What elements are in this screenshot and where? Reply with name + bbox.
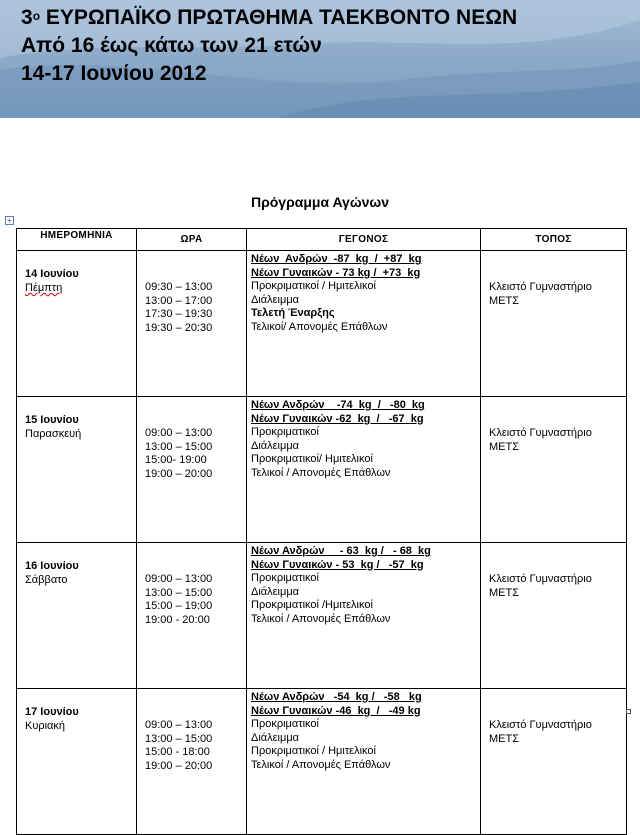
weekday-text: Σάββατο — [25, 574, 68, 586]
event-item-opening-ceremony: Τελετή Έναρξης — [251, 307, 335, 320]
event-item: Προκριματικοί / Ημιτελικοί — [251, 745, 376, 758]
weight-category-men: Νέων Ανδρών -87 kg / +87 kg — [251, 253, 422, 265]
table-header-row — [17, 229, 627, 251]
venue-short: ΜΕΤΣ — [489, 732, 520, 745]
event-item: Προκριματικοί / Ημιτελικοί — [251, 280, 376, 292]
event-item: Προκριματικοί — [251, 718, 319, 730]
venue-name: Κλειστό Γυμναστήριο — [489, 719, 592, 731]
table-row — [17, 689, 627, 835]
event-item: Προκριματικοί — [251, 572, 319, 584]
header-time: ΩΡΑ — [137, 229, 247, 251]
table-row — [17, 543, 627, 689]
championship-name: ΕΥΡΩΠΑΪΚΟ ΠΡΩΤΑΘΗΜΑ ΤΑΕΚΒΟΝΤΟ ΝΕΩΝ — [40, 6, 518, 29]
banner-title-line-2: Από 16 έως κάτω των 21 ετών — [21, 34, 322, 57]
event-item: Προκριματικοί — [251, 426, 319, 438]
time-slot: 19:00 - 20:00 — [145, 613, 210, 626]
time-slot: 09:00 – 13:00 — [145, 573, 213, 585]
event-item: Τελικοί / Απονομές Επάθλων — [251, 612, 391, 625]
date-text: 14 Ιουνίου — [25, 268, 79, 280]
time-cell — [137, 689, 247, 835]
header-banner — [0, 0, 640, 118]
move-handle-icon[interactable]: + — [5, 216, 14, 225]
weight-category-men: Νέων Ανδρών - 63 kg / - 68 kg — [251, 545, 431, 557]
event-item: Διάλειμμα — [251, 585, 300, 598]
ordinal-number: 3 — [21, 6, 33, 29]
resize-handle-icon[interactable] — [626, 709, 631, 714]
venue-cell — [481, 689, 627, 835]
event-item: Τελικοί / Απονομές Επάθλων — [251, 466, 391, 479]
time-slot: 19:00 – 20:00 — [145, 759, 213, 772]
event-item: Προκριματικοί /Ημιτελικοί — [251, 599, 373, 612]
event-cell — [247, 251, 481, 397]
weight-category-women: Νέων Γυναικών -62 kg / -67 kg — [251, 412, 424, 425]
event-cell — [247, 397, 481, 543]
date-cell — [17, 397, 137, 543]
time-cell — [137, 251, 247, 397]
weekday-text: Πέμπτη — [25, 282, 63, 294]
event-cell — [247, 543, 481, 689]
time-slot: 17:30 – 19:30 — [145, 308, 213, 321]
venue-name: Κλειστό Γυμναστήριο — [489, 427, 592, 439]
event-cell — [247, 689, 481, 835]
weight-category-women: Νέων Γυναικών -46 kg / -49 kg — [251, 704, 421, 717]
venue-cell — [481, 397, 627, 543]
venue-short: ΜΕΤΣ — [489, 294, 520, 307]
venue-name: Κλειστό Γυμναστήριο — [489, 573, 592, 585]
time-slot: 13:00 – 15:00 — [145, 732, 213, 745]
time-slot: 15:00 - 18:00 — [145, 746, 210, 759]
time-cell — [137, 543, 247, 689]
time-slot: 15:00 – 19:00 — [145, 600, 213, 613]
weight-category-men: Νέων Ανδρών -54 kg / -58 kg — [251, 691, 422, 703]
time-slot: 13:00 – 17:00 — [145, 294, 213, 307]
ordinal-superscript: ο — [32, 9, 41, 23]
date-cell — [17, 251, 137, 397]
table-row — [17, 251, 627, 397]
time-slot: 19:30 – 20:30 — [145, 321, 213, 334]
date-cell — [17, 689, 137, 835]
time-slot: 13:00 – 15:00 — [145, 440, 213, 453]
event-item: Προκριματικοί/ Ημιτελικοί — [251, 453, 373, 466]
event-item: Διάλειμμα — [251, 293, 300, 306]
venue-cell — [481, 543, 627, 689]
header-venue: ΤΟΠΟΣ — [481, 229, 627, 251]
weight-category-women: Νέων Γυναικών - 73 kg / +73 kg — [251, 266, 421, 279]
date-text: 15 Ιουνίου — [25, 414, 79, 426]
event-item: Διάλειμμα — [251, 439, 300, 452]
time-slot: 09:00 – 13:00 — [145, 427, 213, 439]
weight-category-women: Νέων Γυναικών - 53 kg / -57 kg — [251, 558, 424, 571]
header-event: ΓΕΓΟΝΟΣ — [247, 229, 481, 251]
venue-cell — [481, 251, 627, 397]
time-slot: 09:00 – 13:00 — [145, 719, 213, 731]
venue-short: ΜΕΤΣ — [489, 440, 520, 453]
banner-title-line-1 — [21, 4, 517, 32]
banner-text — [21, 4, 517, 88]
event-item: Διάλειμμα — [251, 731, 300, 744]
date-text: 17 Ιουνίου — [25, 706, 79, 718]
weekday-text: Παρασκευή — [25, 428, 82, 440]
event-item: Τελικοί / Απονομές Επάθλων — [251, 758, 391, 771]
schedule-table — [16, 228, 627, 835]
weight-category-men: Νέων Ανδρών -74 kg / -80 kg — [251, 399, 425, 411]
time-slot: 19:00 – 20:00 — [145, 467, 213, 480]
time-slot: 13:00 – 15:00 — [145, 586, 213, 599]
table-row — [17, 397, 627, 543]
banner-title-line-3: 14-17 Ιουνίου 2012 — [21, 62, 207, 85]
time-cell — [137, 397, 247, 543]
time-slot: 15:00- 19:00 — [145, 454, 207, 467]
venue-short: ΜΕΤΣ — [489, 586, 520, 599]
event-item: Τελικοί/ Απονομές Επάθλων — [251, 320, 388, 333]
date-text: 16 Ιουνίου — [25, 560, 79, 572]
header-date: ΗΜΕΡΟΜΗΝΙΑ — [17, 229, 137, 251]
schedule-title: Πρόγραμμα Αγώνων — [250, 194, 390, 210]
date-cell — [17, 543, 137, 689]
venue-name: Κλειστό Γυμναστήριο — [489, 281, 592, 293]
time-slot: 09:30 – 13:00 — [145, 281, 213, 293]
weekday-text: Κυριακή — [25, 720, 66, 732]
